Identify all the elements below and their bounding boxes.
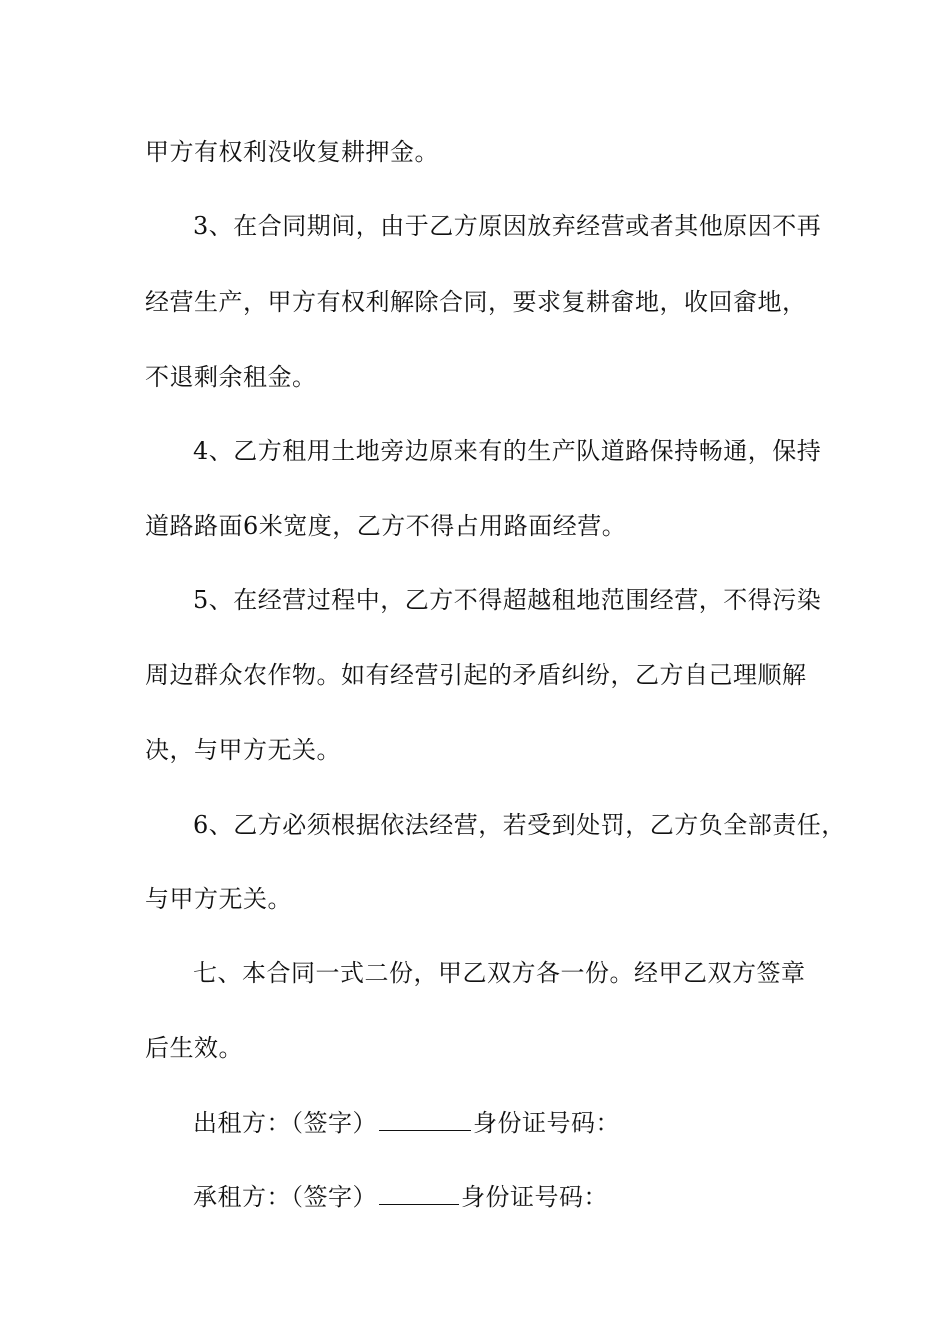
lessor-id-label: 身份证号码： — [473, 1109, 620, 1137]
paragraph-line-6: 道路路面6米宽度，乙方不得占用路面经营。 — [145, 512, 627, 540]
paragraph-line-8: 周边群众农作物。如有经营引起的矛盾纠纷，乙方自己理顺解 — [145, 661, 807, 689]
lessee-signature-label: 承租方：（签字） — [193, 1183, 377, 1211]
paragraph-line-5: 4、乙方租用土地旁边原来有的生产队道路保持畅通，保持 — [193, 437, 822, 465]
paragraph-line-11: 与甲方无关。 — [145, 885, 292, 913]
lessor-signature-label: 出租方：（签字） — [193, 1109, 377, 1137]
paragraph-line-2: 3、在合同期间，由于乙方原因放弃经营或者其他原因不再 — [193, 212, 822, 240]
lessor-signature-blank[interactable] — [379, 1108, 471, 1131]
paragraph-line-13: 后生效。 — [145, 1034, 243, 1062]
lessee-id-label: 身份证号码： — [461, 1183, 608, 1211]
paragraph-line-9: 决，与甲方无关。 — [145, 736, 341, 764]
lessor-signature-line — [193, 1108, 873, 1138]
lessee-signature-line — [193, 1182, 873, 1212]
paragraph-line-7: 5、在经营过程中，乙方不得超越租地范围经营，不得污染 — [193, 586, 822, 614]
paragraph-line-12: 七、本合同一式二份，甲乙双方各一份。经甲乙双方签章 — [193, 959, 806, 987]
paragraph-line-1: 甲方有权利没收复耕押金。 — [145, 138, 439, 166]
lessee-signature-blank[interactable] — [379, 1182, 459, 1205]
paragraph-line-3: 经营生产，甲方有权利解除合同，要求复耕畲地，收回畲地， — [145, 288, 807, 316]
paragraph-line-4: 不退剩余租金。 — [145, 363, 317, 391]
paragraph-line-10: 6、乙方必须根据依法经营，若受到处罚，乙方负全部责任， — [193, 811, 846, 839]
